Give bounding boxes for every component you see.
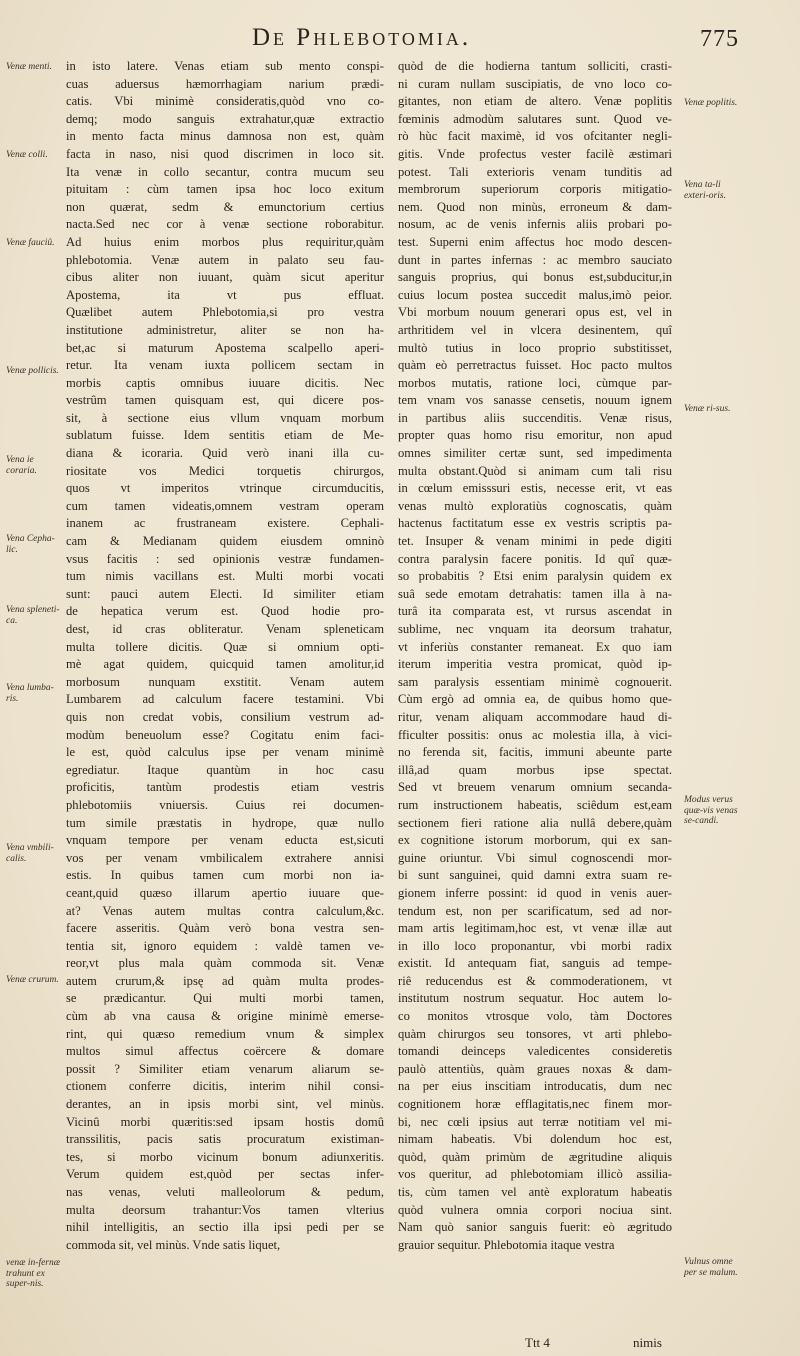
text-line: ctionem conferre dicitis, interim nihil consi- <box>66 1079 384 1094</box>
margin-note-right: Modus verus quæ-vis venas se-candi. <box>684 795 738 826</box>
page-number: 775 <box>700 26 739 52</box>
text-line: facta in naso, nisi quod discrimen in loco sit. <box>66 146 384 161</box>
text-line: de hepatica verum est. Quod hodie pro- <box>66 604 384 619</box>
text-line: multos simul affectus coërcere & domare <box>66 1044 384 1059</box>
text-line: in mento facta minus damnosa non est, quàm <box>66 129 384 144</box>
text-line: Nam quò sanior sanguis fuerit: eò ægritudo <box>398 1220 672 1235</box>
margin-note-left: Venæ pollicis. <box>6 366 59 376</box>
margin-note-left: Vena spleneti-ca. <box>6 605 60 626</box>
margin-note-left: Vena lumba-ris. <box>6 683 54 704</box>
text-line: Lumbarem ad calculum facere testamini. Vbi <box>66 692 384 707</box>
text-line: ex cognitione istorum morborum, qui ex san- <box>398 833 672 848</box>
text-line: transsilitis, pacis satis procuratum existiman- <box>66 1132 384 1147</box>
margin-note-left: Venæ crurum. <box>6 975 59 985</box>
text-line: Ita venæ in collo secantur, contra mucum seu <box>66 164 384 179</box>
text-line: membrorum superiorum corporis mitigatio- <box>398 182 672 197</box>
margin-note-right: Vulnus omne per se malum. <box>684 1257 738 1278</box>
text-line: venas multò exploratiùs cognoscatis, quàm <box>398 498 672 513</box>
text-line: facere asseritis. Quàm verò bona vestra sen- <box>66 921 384 936</box>
text-line: non quærat, sedm & emunctorium certius <box>66 199 384 214</box>
text-line: iterum imperitia vestra promicat, quòd ip- <box>398 657 672 672</box>
text-line: in isto latere. Venas etiam sub mento conspi- <box>66 59 384 73</box>
text-line: cuas aduersus hæmorrhagiam narium prædi- <box>66 76 384 91</box>
text-line: nem. Quod non minùs, erroneum & dam- <box>398 199 672 214</box>
text-line: Sed vt breuem venarum omnium secanda- <box>398 780 672 795</box>
text-line: potest. Tali exterioris venam tunditis ad <box>398 164 672 179</box>
text-line: omnes similiter certæ sunt, sed impedimenta <box>398 446 672 461</box>
margin-note-left: Vena Cepha-lic. <box>6 534 55 555</box>
text-line: se prædicantur. Qui multi morbi tamen, <box>66 991 384 1006</box>
text-line: multa deorsum trahantur:Vos tamen vlterius <box>66 1202 384 1217</box>
text-line: derantes, an in ipsis morbi sint, vel minùs. <box>66 1097 384 1112</box>
text-line: sam paralysis essentiam minimè cognouerit. <box>398 674 672 689</box>
text-line: co monitos vtrosque volo, tàm Doctores <box>398 1009 672 1024</box>
text-line: le est, quòd calculus ipse per venam minimè <box>66 745 384 760</box>
text-line: quòd vulnera omnia corpori nociua sint. <box>398 1202 672 1217</box>
text-line: inanem ac frustraneam existere. Cephali- <box>66 516 384 531</box>
text-line: sunt: pauci autem Electi. Id similiter etiam <box>66 586 384 601</box>
margin-note-right: Venæ poplitis. <box>684 98 738 108</box>
text-line: nimam habeatis. Vbi dolendum hoc est, <box>398 1132 672 1147</box>
text-line: morbis captis omnibus iuuare dicitis. Nec <box>66 375 384 390</box>
text-line: phlebotomiis vniuersis. Cuius rei documen- <box>66 797 384 812</box>
text-line: paulò attentiùs, quàm graues noxas & dam- <box>398 1061 672 1076</box>
text-line: suâ sede emotam detrahatis: tamen illa à na- <box>398 586 672 601</box>
right-text-column <box>398 58 672 1254</box>
text-line: Cùm ergò ad omnia ea, de quibus homo que- <box>398 692 672 707</box>
margin-note-left: venæ in-fernæ trahunt ex super-nis. <box>6 1258 61 1289</box>
text-line: existit. Id antequam fiat, sanguis ad tempe- <box>398 956 672 971</box>
text-line: ceant,quid quæso illarum apertio iuuare que- <box>66 885 384 900</box>
text-line: quis non credat vobis, consilium vestrum ad- <box>66 709 384 724</box>
text-line: modùm beneuolum esse? Cogitatu enim faci- <box>66 727 384 742</box>
running-title: De Phlebotomia. <box>252 24 472 51</box>
text-line: demq; modo sanguis extrahatur,quæ extractio <box>66 111 384 126</box>
text-line: na per eius inscitiam introducatis, dum nec <box>398 1079 672 1094</box>
signature-mark: Ttt 4 <box>525 1335 550 1350</box>
text-line: sanguis proprius, qui bonus est,subducitur,in <box>398 270 672 285</box>
text-line: no ferenda sit, facitis, immuni abeunte parte <box>398 745 672 760</box>
text-line: quàm eò perretractus fuisset. Hoc pacto multos <box>398 358 672 373</box>
text-line: rum instructionem habeatis, sciêdum est,eam <box>398 797 672 812</box>
text-line: egrediatur. Itaque quantùm in hoc casu <box>66 762 384 777</box>
text-line: bi sunt sanguinei, quid damni extra suam re- <box>398 868 672 883</box>
text-line: in cœlum emisssuri estis, necesse erit, vt eas <box>398 481 672 496</box>
text-line: Ad huius enim morbos plus requiritur,quàm <box>66 234 384 249</box>
text-line: possit ? Similiter etiam venarum aliarum se- <box>66 1061 384 1076</box>
catchword: nimis <box>633 1335 662 1350</box>
text-line: estis. In quibus tamen cum morbi non ia- <box>66 868 384 883</box>
text-line: multa tollere dicitis. Quæ si omnium opti- <box>66 639 384 654</box>
text-line: propter quas homo risu emoritur, non apud <box>398 428 672 443</box>
margin-note-left: Venæ menti. <box>6 62 52 72</box>
text-line: cam & Medianam quidem eiusdem omninò <box>66 534 384 549</box>
text-line: multa obstant.Quòd si animam cum tali risu <box>398 463 672 478</box>
text-line: tet. Insuper & venam minimi in pede digiti <box>398 534 672 549</box>
text-line: contra paralysin facere ponitis. Id quî quæ- <box>398 551 672 566</box>
text-line: quòd de die hodierna tantum solliciti, crasti- <box>398 59 672 73</box>
text-line: morbosum nunquam exstitit. Venam autem <box>66 674 384 689</box>
text-line: quòd, quàm primùm de ægritudine aliquis <box>398 1149 672 1164</box>
text-line: diana & icoraria. Quid verò inani illa cu- <box>66 446 384 461</box>
text-line: catis. Vbi minimè consideratis,quòd vno co- <box>66 94 384 109</box>
text-line: grauior sequitur. Phlebotomia itaque vestra <box>398 1237 615 1252</box>
text-line: rint, qui quæso remedium vnum & simplex <box>66 1026 384 1041</box>
text-line: vnquam tempore per venam educta est,sicuti <box>66 833 384 848</box>
text-line: hactenus factitatum esse ex vestris scriptis pa- <box>398 516 672 531</box>
text-line: nihil intelligitis, an sectio illa ipsi pedi per se <box>66 1220 384 1235</box>
text-line: tes, si morbo vicinum bonum adiunxeritis. <box>66 1149 384 1164</box>
text-line: ritur, venam aliquam accommodare haud di- <box>398 709 672 724</box>
text-line: Quælibet autem Phlebotomia,si pro vestra <box>66 305 384 320</box>
text-line: riositate vos Medici torquetis chirurgos, <box>66 463 384 478</box>
text-line: pituitam : cùm tamen ipsa hoc loco exitum <box>66 182 384 197</box>
margin-note-right: Vena ta-li exteri-oris. <box>684 180 726 201</box>
text-line: at? Venas autem multas contra calculum,&c. <box>66 903 384 918</box>
text-line: sublime, nec vnquam ita deorsum trahatur, <box>398 622 672 636</box>
text-line: tomandi deinceps valedicentes consideretis <box>398 1044 672 1059</box>
text-line: nacta.Sed nec cor à venæ sectione roborabitur. <box>66 217 384 232</box>
text-line: commoda sit, vel minùs. Vnde satis liquet, <box>66 1237 281 1252</box>
text-line: institutione administretur, aliter se non ha- <box>66 322 384 337</box>
margin-note-left: Venæ fauciû. <box>6 238 55 248</box>
text-line: fœminis admodùm salutares sunt. Quod ve- <box>398 111 672 126</box>
text-line: quàm chirurgos seu tonsores, vt arti phlebo- <box>398 1026 672 1041</box>
text-line: mè agat quidem, quicquid tamen amolitur,id <box>66 657 384 672</box>
text-line: retur. Ita venam iuxta pollicem sectam in <box>66 358 384 373</box>
text-line: proficitis, tantùm prodestis etiam vestris <box>66 780 384 795</box>
text-line: guine oriuntur. Vbi simul cognoscendi mor- <box>398 850 672 865</box>
text-line: morbos mutatis, ratione loci, cùmque par- <box>398 375 672 390</box>
text-line: vt inferiùs constanter remaneat. Ex quo iam <box>398 639 672 654</box>
text-line: tem vnam vos sanasse censetis, nouum ignem <box>398 393 672 408</box>
text-line: multò tutius in loco proprio substitisset, <box>398 340 672 355</box>
text-line: ni curam nullam suscipiatis, de vno loco co- <box>398 76 672 91</box>
text-line: dunt in partes infernas : ac membro sauciato <box>398 252 672 267</box>
text-line: reor,vt plus mala quàm commoda sit. Venæ <box>66 956 384 971</box>
text-line: riê reducendus est & commoderationem, vt <box>398 973 672 988</box>
text-line: sit, à sectione eius vllum vnquam morbum <box>66 410 384 425</box>
text-line: cognitionem horæ efflagitatis,nec finem mor- <box>398 1097 672 1112</box>
page-header <box>0 24 800 58</box>
text-line: bi, nec cœli ipsius aut terræ notitiam vel mi- <box>398 1114 672 1129</box>
margin-note-right: Venæ ri-sus. <box>684 404 731 414</box>
text-line: gitis. Vnde profectus vester facilè æstimari <box>398 146 672 161</box>
text-line: vsus facitis : sed opinionis vestræ fundamen- <box>66 551 384 566</box>
text-line: turâ ita comparata est, vt rursus ascendat in <box>398 604 672 619</box>
text-line: cuius locum postea succedit malus,imò peior. <box>398 287 672 302</box>
text-line: bet,ac si maturum Apostema scalpello aperi- <box>66 340 384 355</box>
text-line: sectionem fieri ratione alia nullâ debere,quàm <box>398 815 672 830</box>
text-line: nas venas, veluti malleolorum & pedum, <box>66 1185 384 1199</box>
text-line: in illo loco proponantur, vbi morbi radix <box>398 938 672 953</box>
text-line: quos vt imperitos vtrinque circumducitis, <box>66 481 384 496</box>
text-line: tum nimis vacillans est. Multi morbi vocati <box>66 569 384 584</box>
text-line: tendum est, non per scarificatum, sed ad nor- <box>398 903 672 918</box>
text-line: sublatum fuisse. Idem sentitis etiam de Me- <box>66 428 384 443</box>
text-line: dest, id cras obliteratur. Venam spleneticam <box>66 622 384 636</box>
text-line: tis, cùm tamen vel antè exploratum habeatis <box>398 1185 672 1199</box>
text-line: so probabitis ? Etsi enim paralysin quidem ex <box>398 569 672 584</box>
text-line: autem crurum,& ipsę ad quàm multa prodes- <box>66 973 384 988</box>
text-line: cum tamen videatis,omnem vestram operam <box>66 498 384 513</box>
text-line: mam artis legitimam,hoc est, vt venæ illæ aut <box>398 921 672 936</box>
text-line: Verum quidem est,quòd per sectas infer- <box>66 1167 384 1182</box>
text-line: Vicinû morbi quæritis:sed ipsam hostis domû <box>66 1114 384 1129</box>
text-line: cùm ab vna causa & origine minimè emerse- <box>66 1009 384 1024</box>
text-line: cibus aliter non iuuant, quàm sicut aperitur <box>66 270 384 285</box>
text-line: Vbi morbum nouum generari opus est, vel in <box>398 305 672 320</box>
text-line: arthritidem vel in vlcera desinentem, quî <box>398 322 672 337</box>
text-line: tentia sit, ignoro equidem : valdè tamen ve- <box>66 938 384 953</box>
text-line: gionem inferre possint: id quod in venis auer- <box>398 885 672 900</box>
text-line: vos per venam vmbilicalem extrahere annisi <box>66 850 384 865</box>
text-line: Apostema, ita vt pus effluat. <box>66 287 384 302</box>
text-line: fficulter possitis: onus ac molestia illa, à vici- <box>398 727 672 742</box>
text-line: rò hùc facit maximè, id vos ofcitanter negli- <box>398 129 672 144</box>
text-line: test. Superni enim affectus hoc modo descen- <box>398 234 672 249</box>
text-line: phlebotomia. Venæ autem in palato seu fau- <box>66 252 384 267</box>
margin-note-left: Vena ie coraria. <box>6 455 37 476</box>
left-text-column <box>66 58 384 1254</box>
text-line: vestrûm tamen quisquam est, qui dicere pos- <box>66 393 384 408</box>
text-line: nosum, ac de venis infernis aliis probari po- <box>398 217 672 232</box>
text-line: gitantes, non etiam de altero. Venæ poplitis <box>398 94 672 109</box>
text-line: illâ,ad quam morbus ipse spectat. <box>398 762 672 777</box>
text-line: vos queritur, ad phlebotomiam illicò assilia- <box>398 1167 672 1182</box>
text-line: tum simile præstatis in hydrope, quæ nullo <box>66 815 384 830</box>
text-line: institutum nostrum sequatur. Hoc autem lo- <box>398 991 672 1006</box>
margin-note-left: Venæ colli. <box>6 150 48 160</box>
text-line: in partibus aliis succenditis. Venæ risus, <box>398 410 672 425</box>
margin-note-left: Vena vmbili-calis. <box>6 843 54 864</box>
